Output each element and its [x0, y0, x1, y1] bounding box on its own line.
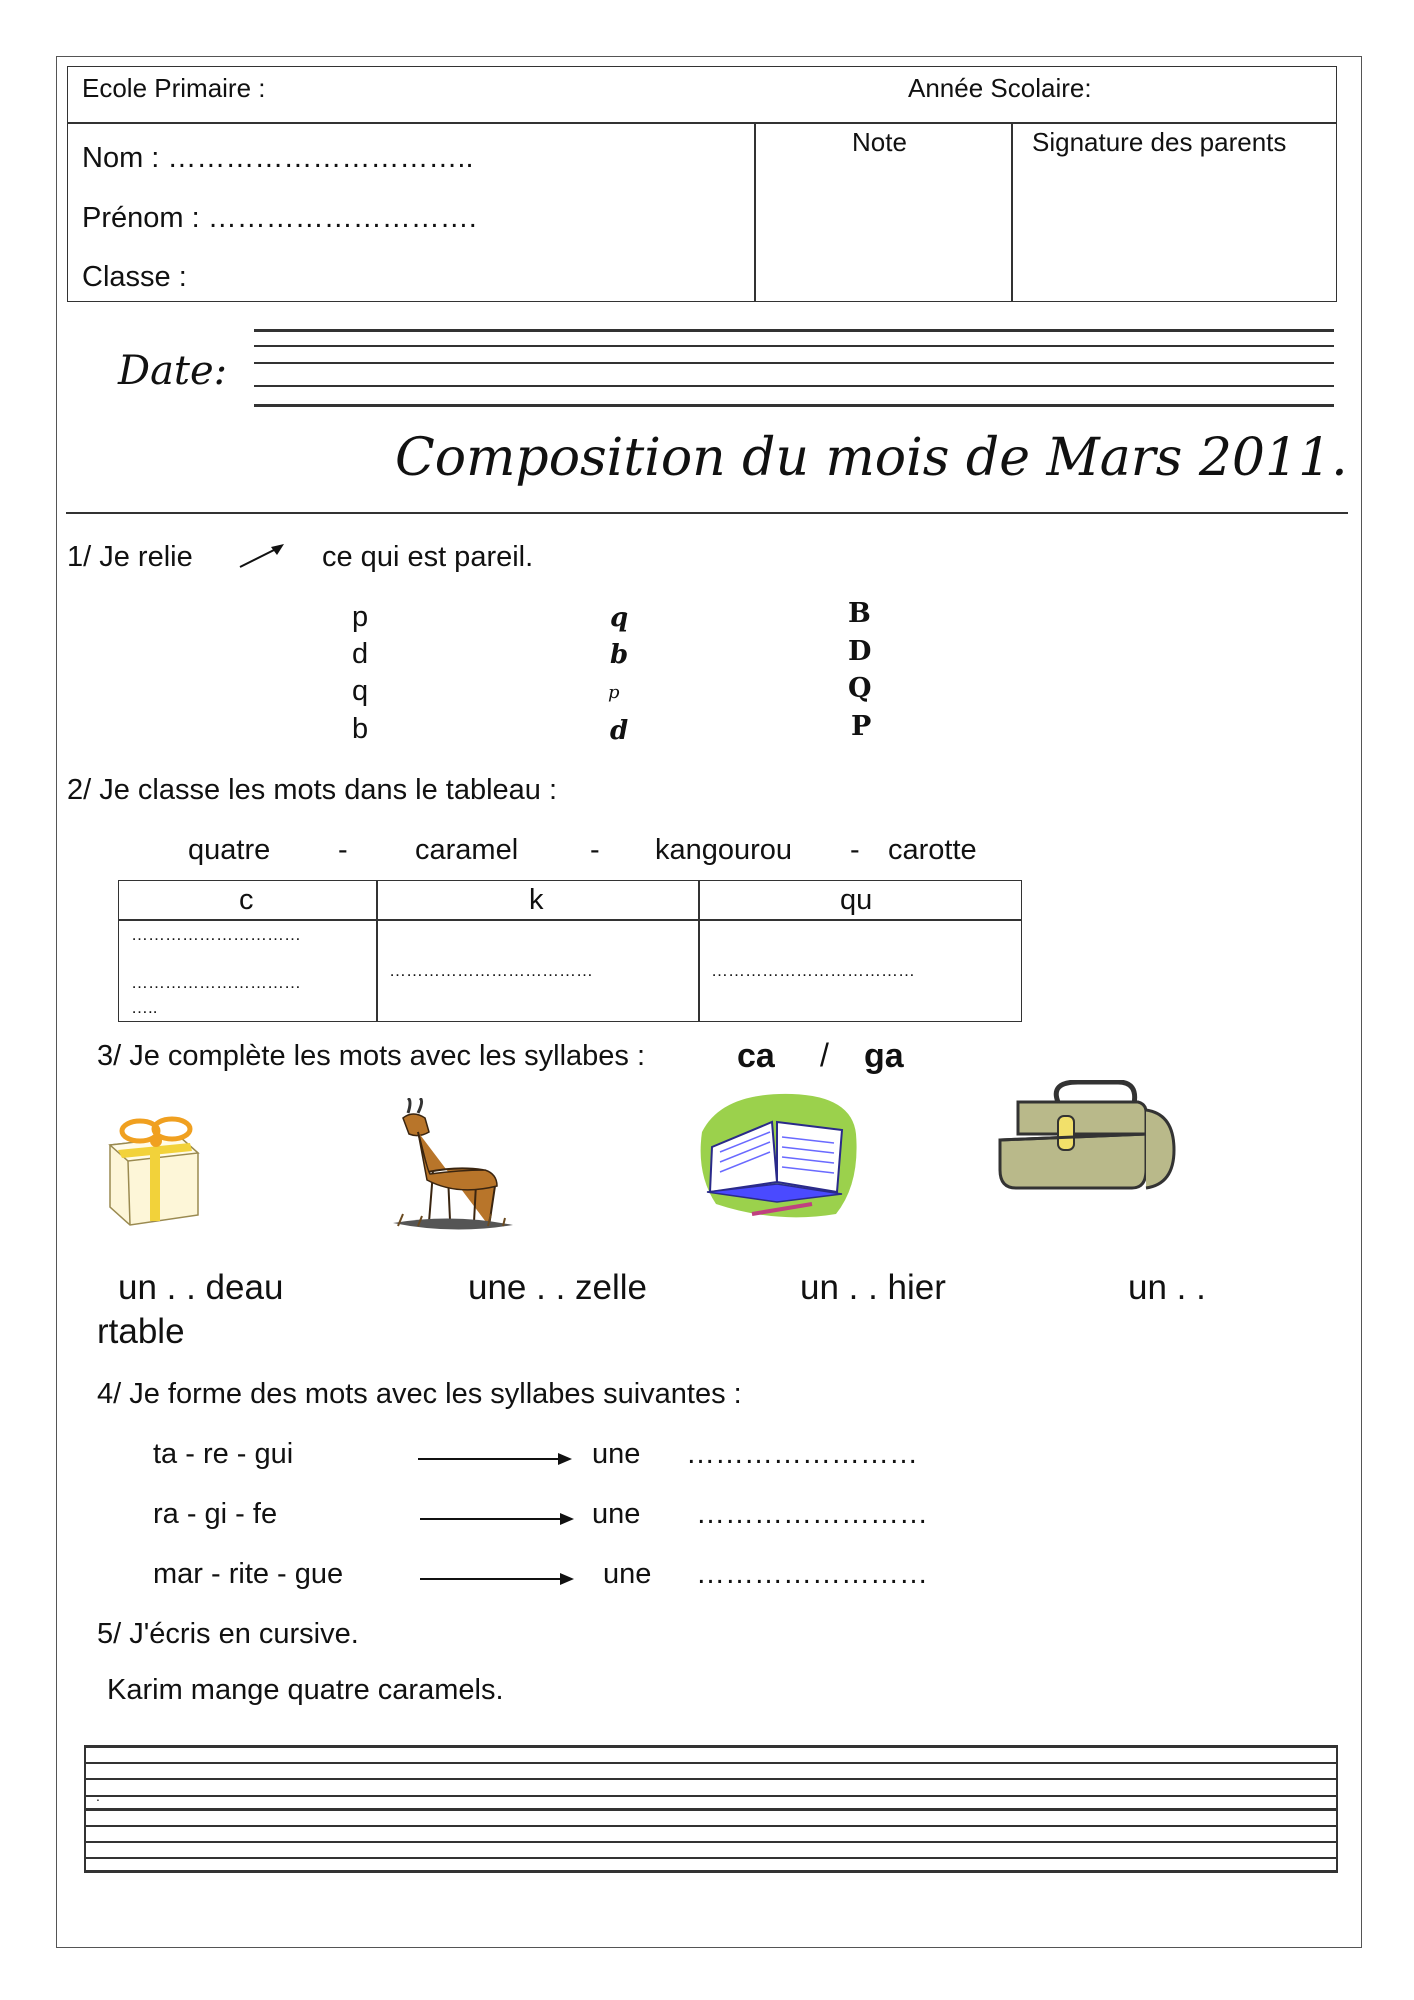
- separator: -: [850, 834, 860, 866]
- school-label: Ecole Primaire :: [82, 73, 266, 103]
- answer-line: ………………………………: [389, 961, 593, 980]
- answer-line: ………………………………: [711, 961, 915, 980]
- ex2-instruction: 2/ Je classe les mots dans le tableau :: [67, 774, 558, 806]
- gazelle-icon: [388, 1098, 518, 1238]
- separator: -: [338, 834, 348, 866]
- letter: P: [851, 711, 872, 742]
- letter: b: [610, 640, 629, 670]
- page-title: Composition du mois de Mars 2011.: [395, 428, 1348, 488]
- answer-line: ……………………: [696, 1558, 928, 1590]
- letter: p: [608, 682, 620, 703]
- arrow-right-icon: [420, 1511, 574, 1527]
- answer-line: ……………………: [696, 1498, 928, 1530]
- table-header-k: k: [529, 884, 544, 916]
- letter: B: [848, 598, 871, 629]
- ex5-instruction: 5/ J'écris en cursive.: [97, 1618, 359, 1650]
- schoolbag-icon: [998, 1080, 1178, 1200]
- notebook-icon: [692, 1092, 860, 1222]
- nom-field: Nom : …………………………..: [82, 142, 474, 174]
- title-separator: [66, 512, 1348, 514]
- ex3-instruction: 3/ Je complète les mots avec les syllabes :: [97, 1040, 646, 1072]
- word: carotte: [888, 834, 977, 866]
- note-divider: [754, 122, 756, 301]
- ex1-suffix: ce qui est pareil.: [322, 541, 534, 573]
- separator: -: [590, 834, 600, 866]
- ex5-sentence: Karim mange quatre caramels.: [107, 1674, 504, 1706]
- letter: p: [352, 601, 369, 633]
- answer-line: ……………………: [686, 1438, 918, 1470]
- word-cahier: un . . hier: [800, 1268, 946, 1307]
- word-cartable: un . .: [1128, 1268, 1206, 1307]
- une-label: une: [592, 1498, 641, 1530]
- word-cartable-end: rtable: [97, 1312, 185, 1351]
- syllable-ca: ca: [737, 1037, 775, 1075]
- letter: b: [352, 713, 369, 745]
- word: quatre: [188, 834, 271, 866]
- word-gazelle: une . . zelle: [468, 1268, 647, 1307]
- signature-label: Signature des parents: [1032, 127, 1287, 157]
- ex1-prefix: 1/ Je relie: [67, 541, 193, 573]
- letter: d: [352, 638, 369, 670]
- prenom-field: Prénom : ……………………….: [82, 202, 477, 234]
- answer-line: …………………………: [131, 925, 301, 944]
- table-header-c: c: [239, 884, 254, 916]
- arrow-right-icon: [418, 1451, 572, 1467]
- une-label: une: [592, 1438, 641, 1470]
- gift-icon: [100, 1115, 210, 1230]
- syllable-set: ta - re - gui: [153, 1438, 294, 1470]
- classification-table: [118, 880, 1022, 1022]
- year-label: Année Scolaire:: [908, 73, 1092, 103]
- syllable-slash: /: [820, 1037, 829, 1073]
- word-cadeau: un . . deau: [118, 1268, 284, 1307]
- letter: q: [352, 675, 369, 707]
- answer-line: …..: [131, 998, 158, 1017]
- letter: q: [610, 603, 629, 633]
- date-label: Date:: [118, 348, 228, 394]
- letter: D: [848, 636, 872, 667]
- word: caramel: [415, 834, 519, 866]
- arrow-icon: [238, 540, 286, 570]
- word: kangourou: [655, 834, 793, 866]
- header-divider: [68, 122, 1336, 124]
- stray-dot: .: [96, 1788, 100, 1804]
- classe-field: Classe :: [82, 261, 187, 293]
- letter: Q: [848, 673, 872, 704]
- table-header-qu: qu: [840, 884, 873, 916]
- ex4-instruction: 4/ Je forme des mots avec les syllabes suivantes :: [97, 1378, 742, 1410]
- note-label: Note: [852, 127, 907, 157]
- signature-divider: [1011, 122, 1013, 301]
- syllable-set: ra - gi - fe: [153, 1498, 278, 1530]
- syllable-ga: ga: [864, 1037, 904, 1075]
- letter: d: [610, 716, 629, 746]
- header-box: [67, 66, 1337, 302]
- arrow-right-icon: [420, 1571, 574, 1587]
- answer-line: …………………………: [131, 973, 301, 992]
- une-label: une: [603, 1558, 652, 1590]
- syllable-set: mar - rite - gue: [153, 1558, 344, 1590]
